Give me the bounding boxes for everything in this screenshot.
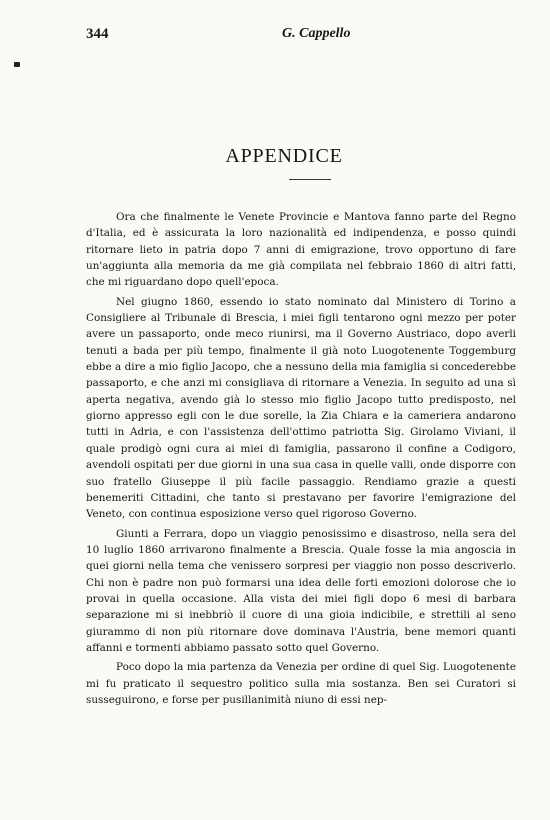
- page-number: 344: [86, 26, 109, 42]
- paragraph: Ora che finalmente le Venete Provincie e Mantova fanno parte del Regno d'Italia, ed è assicurata la loro nazionalità ed indipendenza, e posso quindi ritornare lieto in patria dopo 7 anni di emigrazione, trovo opportuno di fare un'aggiunta alla memoria da me già compilata nel febbraio 1860 di altri fatti, che mi riguardano dopo quell'epoca.: [86, 211, 516, 289]
- page-header: [86, 26, 516, 46]
- paragraph: Giunti a Ferrara, dopo un viaggio penosissimo e disastroso, nella sera del 10 luglio 1860 arrivarono finalmente a Brescia. Quale fosse la mia angoscia in quei giorni nella tema che venissero sorpresi per viaggio non posso descriverlo. Chi non è padre non può formarsi una idea delle forti emozioni dolorose che io provai in quella occasione. Alla vista dei miei figli dopo 6 mesi di barbara separazione mi si inebbriò il cuore di una gioia indicibile, e strettili al seno giurammo di non più ritornare dove dominava l'Austria, bene memori quanti affanni e tormenti abbiamo passato sotto quel Governo.: [86, 527, 516, 654]
- running-head-author: G. Cappello: [282, 26, 351, 41]
- body-text: [86, 209, 516, 708]
- title-rule: [289, 179, 331, 180]
- section-title: APPENDICE: [225, 145, 343, 167]
- margin-ink-mark: [14, 62, 20, 67]
- paragraph: Nel giugno 1860, essendo io stato nominato dal Ministero di Torino a Consigliere al Tribunale di Brescia, i miei figli tentarono ogni mezzo per poter avere un passaporto, onde meco riunirsi, ma il Governo Austriaco, dopo averli tenuti a bada per più tempo, finalmente il già noto Luogotenente Toggemburg ebbe a dire a mio figlio Jacopo, che a nessuno della mia famiglia si concederebbe passaporto, e che anzi mi consigliava di ritornare a Venezia. In seguito ad una sì aperta negativa, avendo già lo stesso mio figlio Jacopo tutto predisposto, nel giorno appresso egli con le due sorelle, la Zia Chiara e la cameriera andarono tutti in Adria, e con l'assistenza dell'ottimo patriotta Sig. Girolamo Viviani, il quale prodigò ogni cura ai miei di famiglia, passarono il confine a Codigoro, avendoli ospitati per due giorni in una sua casa in quelle valli, onde disporre con suo fratello Giuseppe il più facile passaggio. Rendiamo grazie a questi benemeriti Cittadini, che tanto si prestavano per favorire l'emigrazione del Veneto, con continua esposizione verso quel rigoroso Governo.: [86, 295, 516, 521]
- paragraph: Poco dopo la mia partenza da Venezia per ordine di quel Sig. Luogotenente mi fu praticato il sequestro politico sulla mia sostanza. Ben sei Curatori si susseguirono, e forse per pusillanimità niuno di essi nep-: [86, 661, 516, 706]
